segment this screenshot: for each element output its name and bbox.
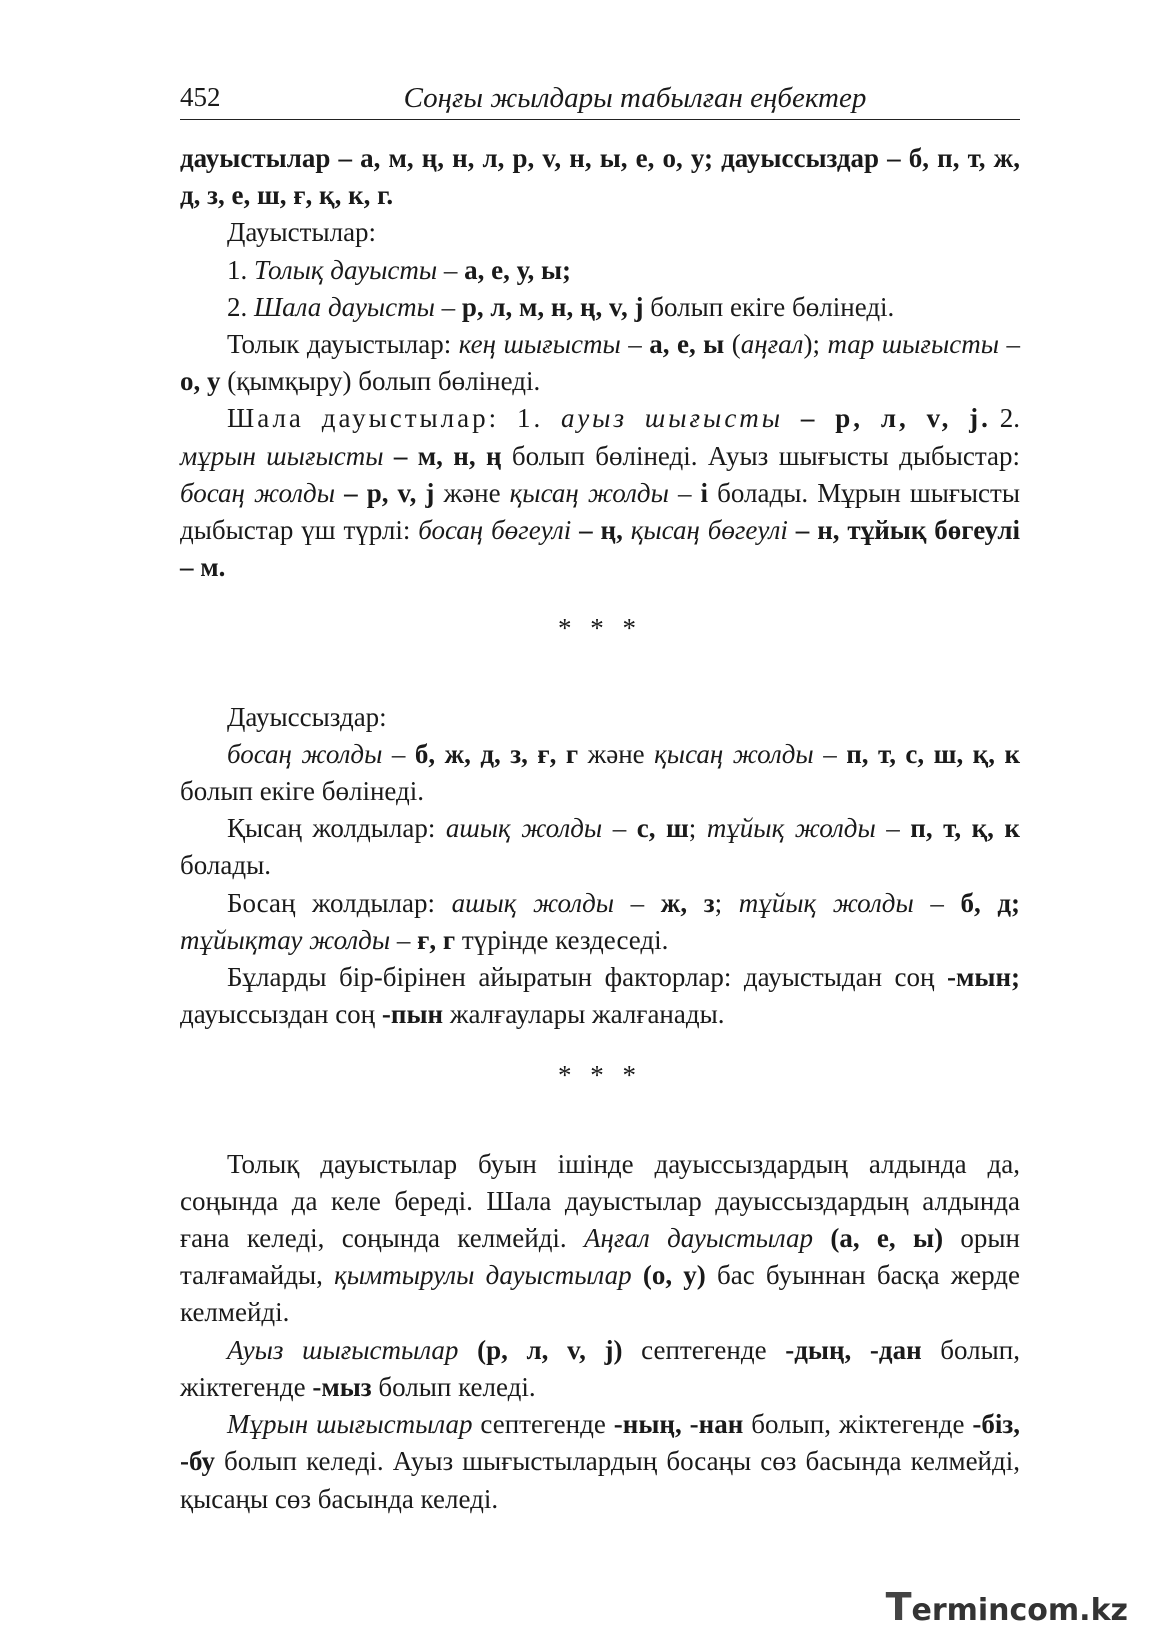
text: ; (688, 813, 707, 844)
text: ; (714, 887, 739, 918)
bold-text: (о, у) (631, 1260, 706, 1291)
text: Босаң жолдылар: (227, 887, 452, 918)
paragraph-2 (180, 214, 1020, 251)
italic-text: босаң жолды (180, 477, 335, 508)
text: ( (724, 329, 741, 360)
text: 2. (227, 291, 254, 322)
italic-text: Ауыз шығыстылар (227, 1334, 459, 1365)
text: жалғаулары жалғанады. (443, 999, 725, 1030)
paragraph-5 (180, 326, 1020, 400)
bold-text: -мын; (946, 962, 1020, 993)
bold-text: і (700, 477, 709, 508)
bold-text: с, ш (636, 813, 689, 844)
bold-text: (р, л, v, j) (458, 1334, 623, 1365)
bold-text: ғ, г (417, 924, 456, 955)
text: болып, жіктегенде (743, 1409, 973, 1440)
bold-text: р, л, м, н, ң, v, j (461, 291, 644, 322)
italic-text: тұйық жолды – (738, 887, 961, 918)
section-separator: * * * (558, 1060, 642, 1091)
italic-text: аңғал (740, 329, 804, 360)
running-title: Соңғы жылдары табылған еңбектер (403, 82, 867, 114)
italic-text: Мұрын шығыстылар (227, 1409, 473, 1440)
italic-text: босаң жолды – (227, 738, 415, 769)
bold-text: б, ж, д, з, ғ, г (414, 738, 579, 769)
text: Дауыссыздар: (227, 701, 387, 732)
italic-text: қымтырулы дауыстылар (334, 1260, 632, 1291)
italic-text: ашық жолды – (451, 887, 661, 918)
paragraph-7 (180, 699, 1020, 736)
bold-text: б, д; (960, 887, 1020, 918)
text: Қысаң жолдылар: (227, 813, 446, 844)
text: септегенде (472, 1409, 614, 1440)
text: Бұларды бір-бірінен айыратын факторлар: дауыстыдан соң (227, 962, 947, 993)
bold-text: (а, е, ы) (813, 1223, 944, 1254)
text: дауыссыздан соң (180, 999, 382, 1030)
paragraph-10 (180, 885, 1020, 959)
text: Шала дауыстылар: 1. (227, 403, 562, 434)
italic-text: мұрын шығысты (180, 440, 384, 471)
text: септегенде (622, 1334, 786, 1365)
italic-text: Аңғал дауыстылар (584, 1223, 814, 1254)
italic-text: босаң бөгеулі (418, 515, 572, 546)
italic-text: тұйықтау жолды – (180, 924, 418, 955)
text: 1. (227, 254, 254, 285)
text: болып, жіктегенде (180, 1334, 1020, 1402)
text: орын талғамайды, (180, 1223, 1021, 1291)
logo-text: ermincom.kz (911, 1593, 1128, 1628)
text: және (578, 738, 655, 769)
bold-text: – м, н, ң (383, 440, 502, 471)
paragraph-8 (180, 736, 1020, 810)
terminkom-watermark-logo (886, 1585, 1128, 1629)
bold-text: а, е, ы (649, 329, 725, 360)
paragraph-11 (180, 959, 1020, 1033)
text: 2. (990, 403, 1021, 434)
text: болып келеді. (371, 1371, 536, 1402)
paragraph-6 (180, 400, 1020, 586)
paragraph-1 (180, 140, 1020, 214)
italic-text: қысаң жолды – (654, 738, 847, 769)
italic-text: кең шығысты – (458, 329, 650, 360)
text: болады. Мұрын шығысты дыбыстар үш түрлі: (180, 477, 1020, 546)
bold-text: дауыстылар – а, м, ң, н, л, р, v, н, ы, е, о, у; дауыссыздар – б, п, т, ж, д, з, е, ш, ғ, қ, к, г. (180, 143, 1020, 211)
bold-text: -пын (381, 999, 444, 1030)
bold-text: – ң, (571, 515, 631, 546)
italic-text: ашық жолды – (445, 813, 637, 844)
italic-text: Шала дауысты – (254, 291, 462, 322)
italic-text: тар шығысты – (827, 329, 1020, 360)
italic-text: қысаң бөгеулі (630, 515, 788, 546)
italic-text: тұйық жолды – (706, 813, 911, 844)
bold-text: о, у (180, 366, 221, 397)
text: болып екіге бөлінеді. (643, 291, 895, 322)
text: болып екіге бөлінеді. (180, 776, 425, 807)
page-body (180, 140, 1020, 1518)
bold-text: – н, тұйық бөгеулі – м. (180, 515, 1020, 583)
text: Дауыстылар: (227, 217, 377, 248)
logo-initial: T (885, 1585, 912, 1629)
italic-text: қысаң жолды – (509, 477, 701, 508)
text: болып келеді. Ауыз шығыстылардың босаңы сөз басында келмейді, қысаңы сөз басында келеді. (180, 1446, 1020, 1514)
text: болады. (180, 850, 271, 881)
bold-text: а, е, у, ы; (464, 254, 572, 285)
bold-text: п, т, с, ш, қ, к (846, 738, 1021, 769)
bold-text: -мыз (312, 1371, 372, 1402)
text: түрінде кездеседі. (455, 924, 669, 955)
text: болып бөлінеді. Ауыз шығысты дыбыстар: (501, 440, 1021, 471)
text: және (434, 477, 510, 508)
text: ); (803, 329, 828, 360)
bold-text: п, т, қ, к (910, 813, 1020, 844)
section-separator: * * * (558, 613, 642, 644)
paragraph-3 (180, 252, 1020, 289)
paragraph-12 (180, 1146, 1020, 1332)
italic-text: ауыз шығысты (561, 403, 784, 434)
paragraph-9 (180, 810, 1020, 884)
bold-text: – р, v, j (335, 477, 435, 508)
text: Толык дауыстылар: (227, 329, 459, 360)
paragraph-13 (180, 1332, 1020, 1406)
bold-text: -біз, -бу (180, 1409, 1021, 1477)
bold-text: -ның, -нан (613, 1409, 744, 1440)
bold-text: ж, з (660, 887, 715, 918)
page-number: 452 (180, 82, 221, 112)
text: (қымқыру) болып бөлінеді. (220, 366, 541, 397)
text: Толық дауыстылар буын ішінде дауыссыздардың алдында да, соңында да келе береді. Шала дауыстылар дауыссыздардың алдында ғана келеді, соңында келмейді. (180, 1148, 1020, 1254)
italic-text: Толық дауысты – (254, 254, 465, 285)
bold-text: – р, л, v, j. (783, 403, 991, 434)
text: бас буыннан басқа жерде келмейді. (180, 1260, 1020, 1328)
paragraph-14 (180, 1406, 1020, 1518)
running-header (180, 80, 1020, 120)
paragraph-4 (180, 289, 1020, 326)
bold-text: -дың, -дан (785, 1334, 922, 1365)
